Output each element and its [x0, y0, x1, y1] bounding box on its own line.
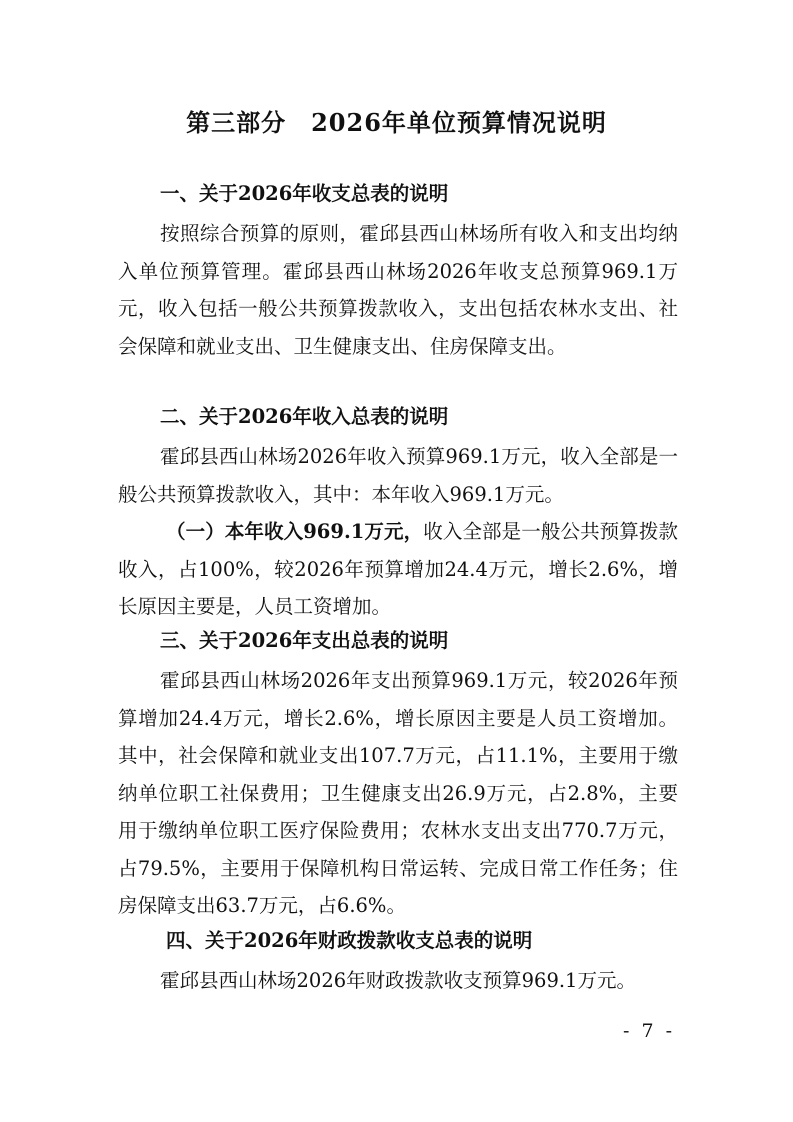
section-2: [118, 400, 678, 626]
subsection-lead: （一）本年收入969.1万元，: [166, 520, 424, 543]
section-heading: 二、关于2026年收入总表的说明: [160, 405, 449, 428]
section-heading: 四、关于2026年财政拨款收支总表的说明: [166, 929, 533, 952]
section-1: [118, 177, 678, 365]
section-4: [118, 924, 678, 1000]
subsection-paragraph: [118, 513, 678, 626]
section-paragraph: 按照综合预算的原则，霍邱县西山林场所有收入和支出均纳入单位预算管理。霍邱县西山林场2026年收支总预算969.1万元，收入包括一般公共预算拨款收入，支出包括农林水支出、社会保障和就业支出、卫生健康支出、住房保障支出。: [118, 222, 678, 358]
page-title: 第三部分 2026年单位预算情况说明: [186, 108, 607, 137]
section-heading: 三、关于2026年支出总表的说明: [160, 629, 449, 652]
section-3: [118, 624, 678, 925]
section-paragraph: 霍邱县西山林场2026年收入预算969.1万元，收入全部是一般公共预算拨款收入，其中：本年收入969.1万元。: [118, 445, 678, 506]
page-number: - 7 -: [622, 1020, 675, 1042]
section-heading: 一、关于2026年收支总表的说明: [160, 182, 449, 205]
subsection-body: 收入全部是一般公共预算拨款收入，占100%，较2026年预算增加24.4万元，增长2.6%，增长原因主要是，人员工资增加。: [118, 520, 678, 618]
section-paragraph: 霍邱县西山林场2026年财政拨款收支预算969.1万元。: [160, 969, 636, 992]
section-paragraph: 霍邱县西山林场2026年支出预算969.1万元，较2026年预算增加24.4万元，增长2.6%，增长原因主要是人员工资增加。其中，社会保障和就业支出107.7万元，占11.1%，主要用于缴纳单位职工社保费用；卫生健康支出26.9万元，占2.8%，主要用于缴纳单位职工医疗保险费用；农林水支出支出770.7万元，占79.5%，主要用于保障机构日常运转、完成日常工作任务；住房保障支出63.7万元，占6.6%。: [118, 669, 678, 917]
